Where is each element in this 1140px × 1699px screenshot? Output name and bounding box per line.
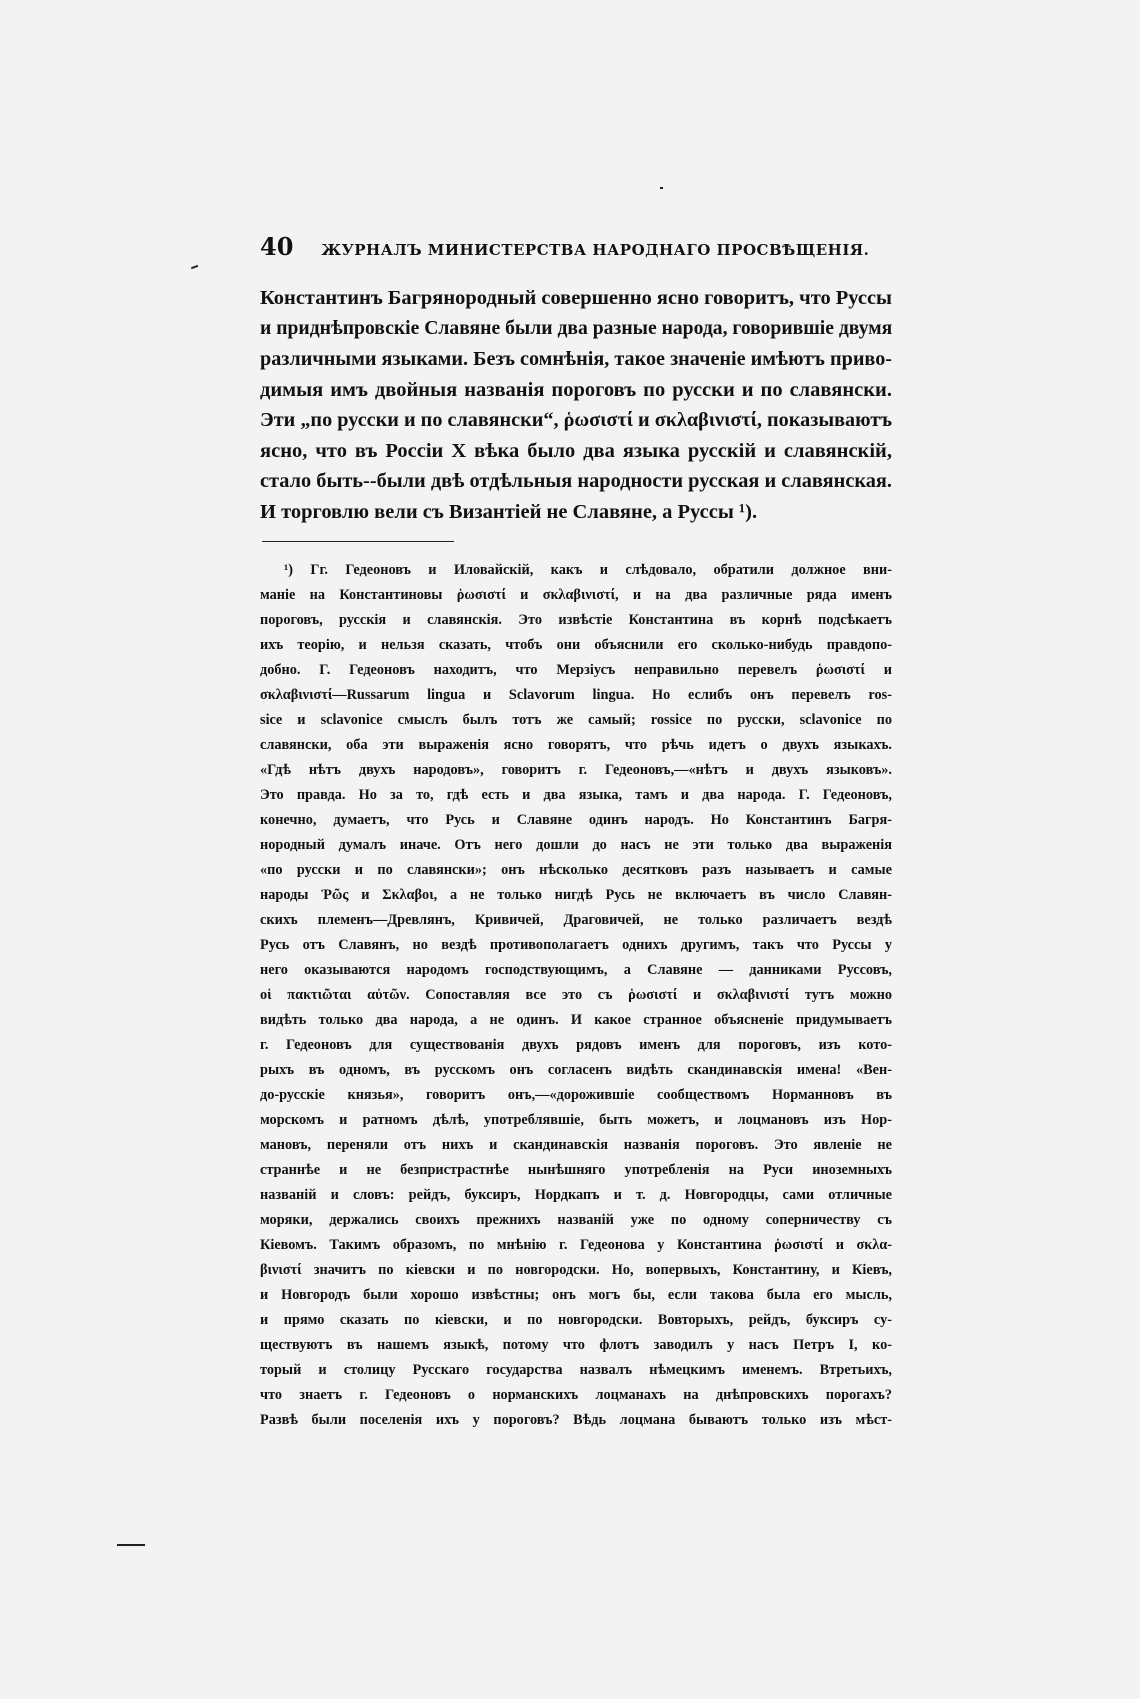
footnote-line: οἱ πακτιῶται αὐτῶν. Сопоставляя все это съ ῥωσιστί и σκλαβινιστί тутъ можно bbox=[260, 987, 892, 1003]
main-line: стало быть--были двѣ отдѣльныя народности русская и славянская. bbox=[260, 470, 892, 492]
footnote-line: морскомъ и ратномъ дѣлѣ, употреблявшіе, быть можетъ, и лоцмановъ изъ Нор- bbox=[260, 1112, 892, 1128]
footnote-line: маніе на Константиновы ῥωσιστί и σκλαβινιστί, и на два различные ряда именъ bbox=[260, 587, 892, 603]
footnote-line: sice и sclavonice смыслъ былъ тотъ же самый; rossice по русски, sclavonice по bbox=[260, 712, 892, 728]
footnote-line: видѣть только два народа, а не одинъ. И какое странное объясненіе придумываетъ bbox=[260, 1012, 892, 1028]
footnote-line: ¹) Гг. Гедеоновъ и Иловайскій, какъ и слѣдовало, обратили должное вни- bbox=[284, 562, 892, 578]
main-line: димыя имъ двойныя названія пороговъ по русски и по славянски. bbox=[260, 378, 892, 401]
footnote-line: страннѣе и не безпристрастнѣе нынѣшняго употребленія на Руси иноземныхъ bbox=[260, 1162, 892, 1178]
footnote-line: Это правда. Но за то, гдѣ есть и два языка, тамъ и два народа. Г. Гедеоновъ, bbox=[260, 787, 892, 803]
footnote-line: славянски, оба эти выраженія ясно говорятъ, что рѣчь идетъ о двухъ языкахъ. bbox=[260, 737, 892, 753]
margin-mark bbox=[191, 265, 198, 269]
footnote-line: нородный думалъ иначе. Отъ него дошли до насъ не эти только два выраженія bbox=[260, 837, 892, 853]
footnote-line: что знаетъ г. Гедеоновъ о норманскихъ лоцманахъ на днѣпровскихъ порогахъ? bbox=[260, 1387, 892, 1403]
page-number: 40 bbox=[260, 232, 294, 261]
margin-dash bbox=[117, 1544, 145, 1546]
main-line: И торговлю вели съ Византіей не Славяне, а Руссы ¹). bbox=[260, 500, 758, 523]
footnote-line: и прямо сказать по кіевски, и по новгородски. Вовторыхъ, рейдъ, буксиръ су- bbox=[260, 1312, 892, 1328]
page-header bbox=[260, 232, 900, 261]
footnote-line: мановъ, переняли отъ нихъ и скандинавскія названія пороговъ. Это явленіе не bbox=[260, 1137, 892, 1153]
footnote bbox=[260, 558, 892, 1433]
footnote-line: названій и словъ: рейдъ, буксиръ, Нордкапъ и т. д. Новгородцы, сами отличные bbox=[260, 1187, 892, 1203]
footnote-line: Развѣ были поселенія ихъ у пороговъ? Вѣдь лоцмана бываютъ только изъ мѣст- bbox=[260, 1412, 892, 1428]
footnote-divider bbox=[262, 541, 454, 542]
main-line: различными языками. Безъ сомнѣнія, такое значеніе имѣютъ приво- bbox=[260, 348, 892, 370]
footnote-line: скихъ племенъ—Древлянъ, Кривичей, Драговичей, не только различаетъ вездѣ bbox=[260, 912, 892, 928]
footnote-line: «по русски и по славянски»; онъ нѣсколько десятковъ разъ называетъ и самые bbox=[260, 862, 892, 878]
footnote-line: рыхъ въ одномъ, въ русскомъ онъ согласенъ видѣть скандинавскія имена! «Вен- bbox=[260, 1062, 892, 1078]
footnote-line: моряки, держались своихъ прежнихъ названій уже по одному соперничеству съ bbox=[260, 1212, 892, 1228]
footnote-line: и Новгородъ были хорошо извѣстны; онъ могъ бы, если такова была его мысль, bbox=[260, 1287, 892, 1303]
footnote-line: народы Ῥῶς и Σκλαβοι, а не только нигдѣ Русь не включаетъ въ число Славян- bbox=[260, 887, 892, 903]
main-paragraph bbox=[260, 283, 892, 527]
main-line: Эти „по русски и по славянски“, ῥωσιστί и σκλαβινιστί, показываютъ bbox=[260, 409, 892, 431]
footnote-line: βινιστί значитъ по кіевски и по новгородски. Но, вопервыхъ, Константину, и Кіевъ, bbox=[260, 1262, 892, 1278]
scan-speck bbox=[660, 187, 663, 189]
footnote-line: ществуютъ въ нашемъ языкѣ, потому что флотъ заводилъ у насъ Петръ I, ко- bbox=[260, 1337, 892, 1353]
footnote-line: σκλαβινιστί—Russarum lingua и Sclavorum lingua. Но еслибъ онъ перевелъ ros- bbox=[260, 687, 892, 703]
footnote-line: «Гдѣ нѣтъ двухъ народовъ», говоритъ г. Гедеоновъ,—«нѣтъ и двухъ языковъ». bbox=[260, 762, 892, 778]
footnote-line: ихъ теорію, и нельзя сказать, чтобъ они объяснили его сколько-нибудь правдопо- bbox=[260, 637, 892, 653]
footnote-line: пороговъ, русскія и славянскія. Это извѣстіе Константина въ корнѣ подсѣкаетъ bbox=[260, 612, 892, 628]
main-line: ясно, что въ Россіи X вѣка было два языка русскій и славянскій, bbox=[260, 439, 892, 462]
footnote-line: него оказываются народомъ господствующимъ, а Славяне — данниками Руссовъ, bbox=[260, 962, 892, 978]
footnote-line: Русь отъ Славянъ, но вездѣ противополагаетъ однихъ другимъ, такъ что Руссы у bbox=[260, 937, 892, 953]
footnote-line: добно. Г. Гедеоновъ находитъ, что Мерзіусъ неправильно перевелъ ῥωσιστί и bbox=[260, 662, 892, 678]
main-line: Константинъ Багрянородный совершенно ясно говоритъ, что Руссы bbox=[260, 287, 893, 309]
main-line: и приднѣпровскіе Славяне были два разные народа, говорившіе двумя bbox=[260, 317, 893, 339]
footnote-line: до-русскіе князья», говоритъ онъ,—«дорожившіе сообществомъ Норманновъ въ bbox=[260, 1087, 892, 1103]
footnote-line: г. Гедеоновъ для существованія двухъ рядовъ именъ для пороговъ, изъ кото- bbox=[260, 1037, 892, 1053]
footnote-line: Кіевомъ. Такимъ образомъ, по мнѣнію г. Гедеонова у Константина ῥωσιστί и σκλα- bbox=[260, 1237, 892, 1253]
footnote-line: конечно, думаетъ, что Русь и Славяне одинъ народъ. Но Константинъ Багря- bbox=[260, 812, 892, 828]
running-title: ЖУРНАЛЪ МИНИСТЕРСТВА НАРОДНАГО ПРОСВѢЩЕНІЯ. bbox=[321, 241, 870, 259]
footnote-line: торый и столицу Русскаго государства назвалъ нѣмецкимъ именемъ. Втретьихъ, bbox=[260, 1362, 892, 1378]
